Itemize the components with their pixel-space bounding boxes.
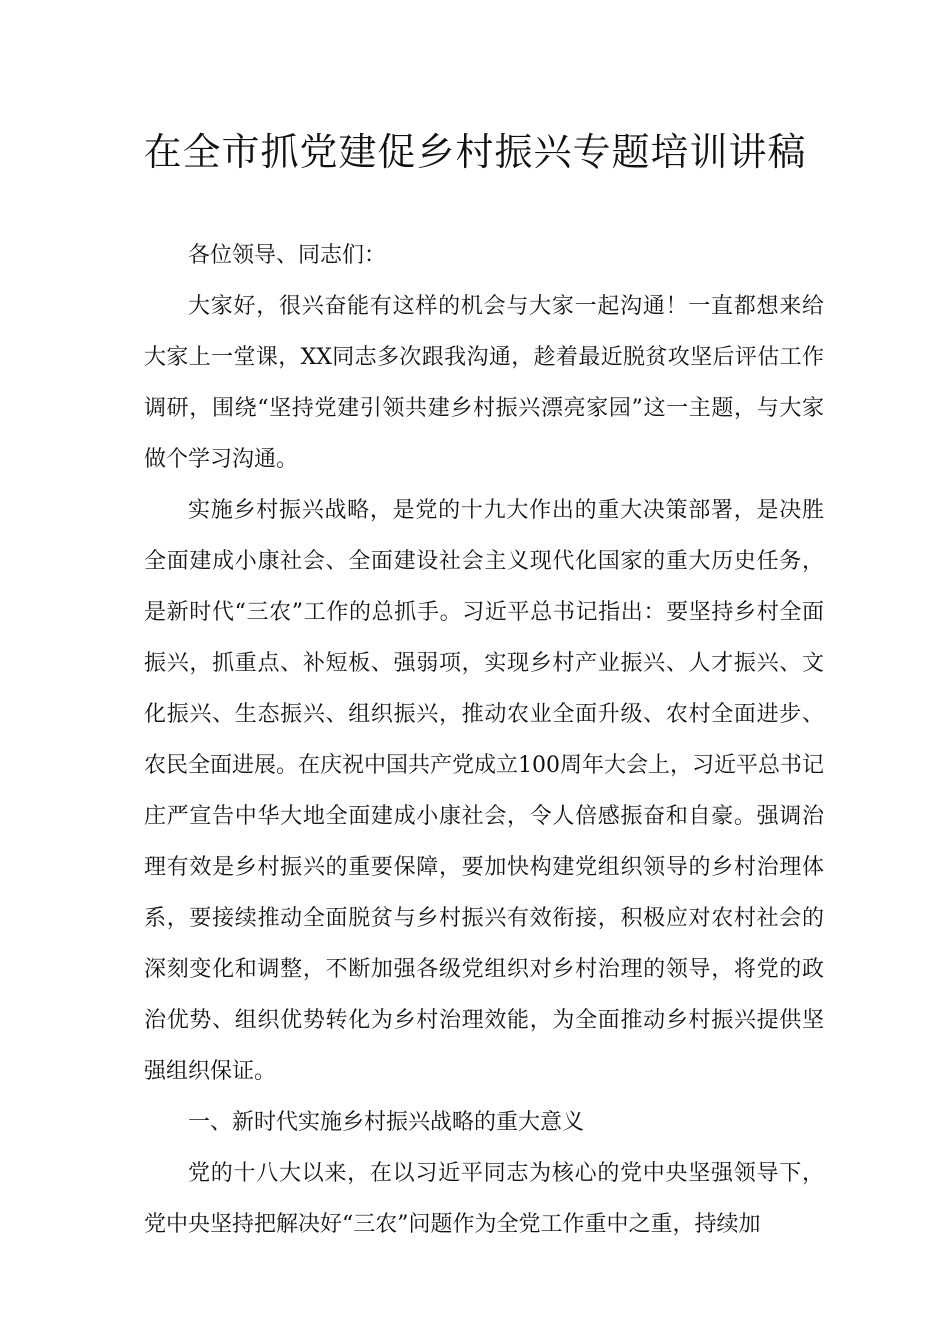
section-paragraph: 党的十八大以来，在以习近平同志为核心的党中央坚强领导下，党中央坚持把解决好“三农”问题作为全党工作重中之重，持续加 xyxy=(144,1161,824,1237)
section-heading: 一、新时代实施乡村振兴战略的重大意义 xyxy=(188,1110,585,1135)
salutation-paragraph: 各位领导、同志们： xyxy=(188,243,387,268)
greeting-paragraph: 大家好，很兴奋能有这样的机会与大家一起沟通！一直都想来给大家上一堂课，XX同志多次跟我沟通，趁着最近脱贫攻坚后评估工作调研，围绕“坚持党建引领共建乡村振兴漂亮家园”这一主题，与大家做个学习沟通。 xyxy=(144,294,824,472)
document-body xyxy=(144,230,824,1250)
document-title: 在全市抓党建促乡村振兴专题培训讲稿 xyxy=(143,130,807,174)
strategy-paragraph: 实施乡村振兴战略，是党的十九大作出的重大决策部署，是决胜全面建成小康社会、全面建设社会主义现代化国家的重大历史任务，是新时代“三农”工作的总抓手。习近平总书记指出：要坚持乡村全面振兴，抓重点、补短板、强弱项，实现乡村产业振兴、人才振兴、文化振兴、生态振兴、组织振兴，推动农业全面升级、农村全面进步、农民全面进展。在庆祝中国共产党成立100周年大会上，习近平总书记庄严宣告中华大地全面建成小康社会，令人倍感振奋和自豪。强调治理有效是乡村振兴的重要保障，要加快构建党组织领导的乡村治理体系，要接续推动全面脱贫与乡村振兴有效衔接，积极应对农村社会的深刻变化和调整，不断加强各级党组织对乡村治理的领导，将党的政治优势、组织优势转化为乡村治理效能，为全面推动乡村振兴提供坚强组织保证。 xyxy=(144,498,824,1084)
